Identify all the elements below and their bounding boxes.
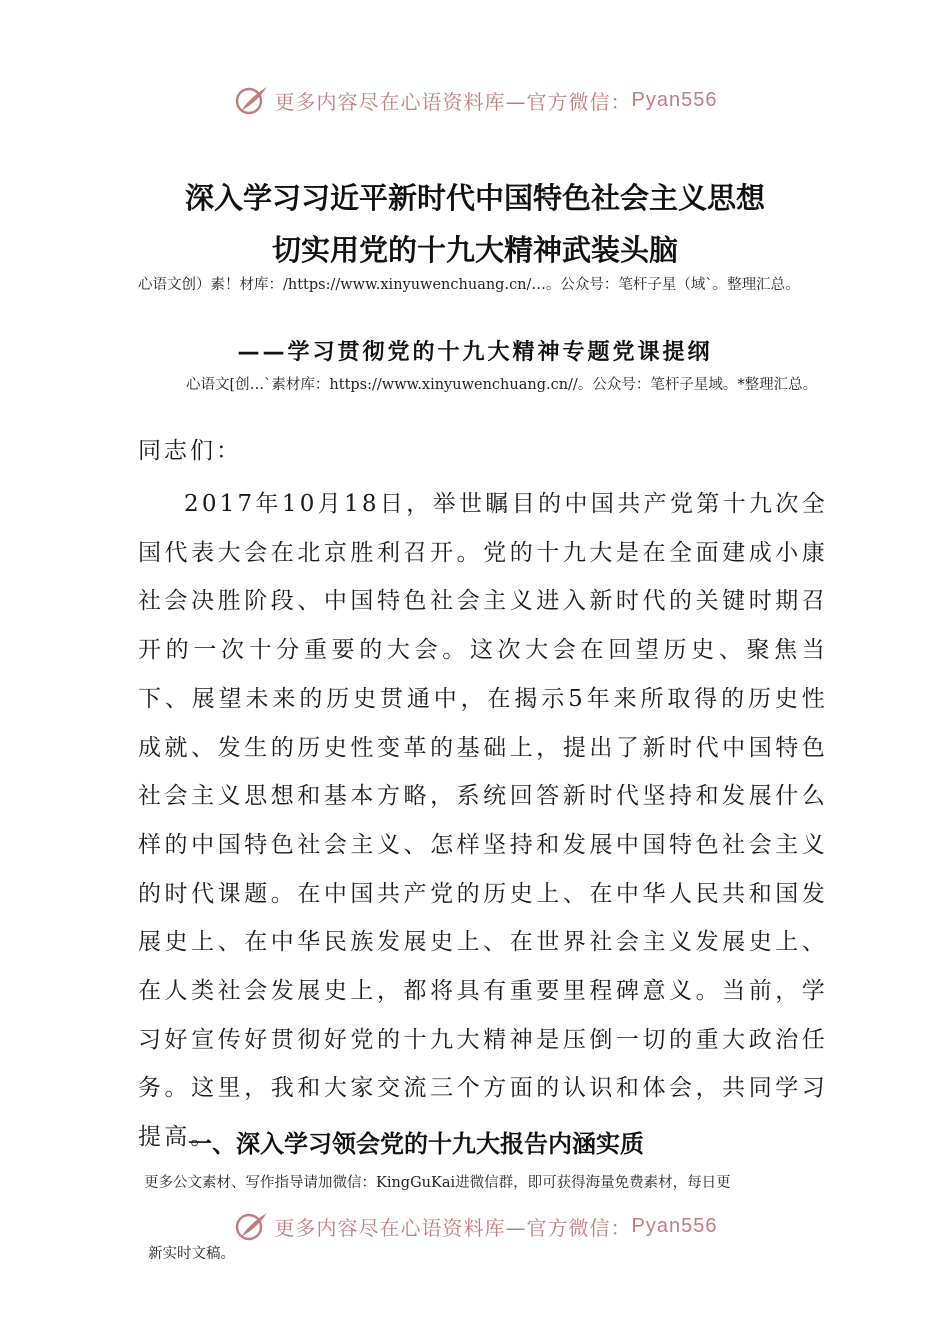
document-subtitle: ——学习贯彻党的十九大精神专题党课提纲 [237, 340, 713, 365]
watermark-wechat-id: Pyan556 [631, 88, 718, 111]
watermark-banner-bottom [0, 1210, 950, 1242]
source-note-1: 心语文创）素！材库：/https://www.xinyuwenchuang.cn/…。公众号：笔杆子星（域`。整理汇总。 [138, 277, 800, 293]
quill-logo-icon [233, 1210, 271, 1242]
footer-note: 更多公文素材、写作指导请加微信：KingGuKai进微信群，即可获得海量免费素材，每日更 [144, 1175, 731, 1191]
section-heading: 一、深入学习领会党的十九大报告内涵实质 [188, 1130, 644, 1158]
greeting: 同志们： [138, 438, 242, 464]
body-paragraph: 2017年10月18日，举世瞩目的中国共产党第十九次全国代表大会在北京胜利召开。党的十九大是在全面建成小康社会决胜阶段、中国特色社会主义进入新时代的关键时期召开的一次十分重要的大会。这次大会在回望历史、聚焦当下、展望未来的历史贯通中，在揭示5年来所取得的历史性成就、发生的历史性变革的基础上，提出了新时代中国特色社会主义思想和基本方略，系统回答新时代坚持和发展什么样的中国特色社会主义、怎样坚持和发展中国特色社会主义的时代课题。在中国共产党的历史上、在中华人民共和国发展史上、在中华民族发展史上、在世界社会主义发展史上、在人类社会发展史上，都将具有重要里程碑意义。当前，学习好宣传好贯彻好党的十九大精神是压倒一切的重大政治任务。这里，我和大家交流三个方面的认识和体会，共同学习提高。 [138, 491, 828, 1151]
watermark-text: 更多内容尽在心语资料库—官方微信： [274, 89, 632, 114]
document-title-line-2: 切实用党的十九大精神武装头脑 [271, 233, 678, 267]
watermark-banner-top [0, 84, 950, 116]
footer-note-continued: 新实时文稿。 [148, 1246, 235, 1262]
quill-logo-icon [233, 84, 271, 116]
document-title-line-1: 深入学习习近平新时代中国特色社会主义思想 [184, 181, 765, 215]
source-note-2: 心语文[创…`素材库：https://www.xinyuwenchuang.cn//。公众号：笔杆子星域。*整理汇总。 [186, 377, 818, 393]
watermark-wechat-id: Pyan556 [631, 1214, 718, 1237]
watermark-text: 更多内容尽在心语资料库—官方微信： [274, 1215, 632, 1240]
